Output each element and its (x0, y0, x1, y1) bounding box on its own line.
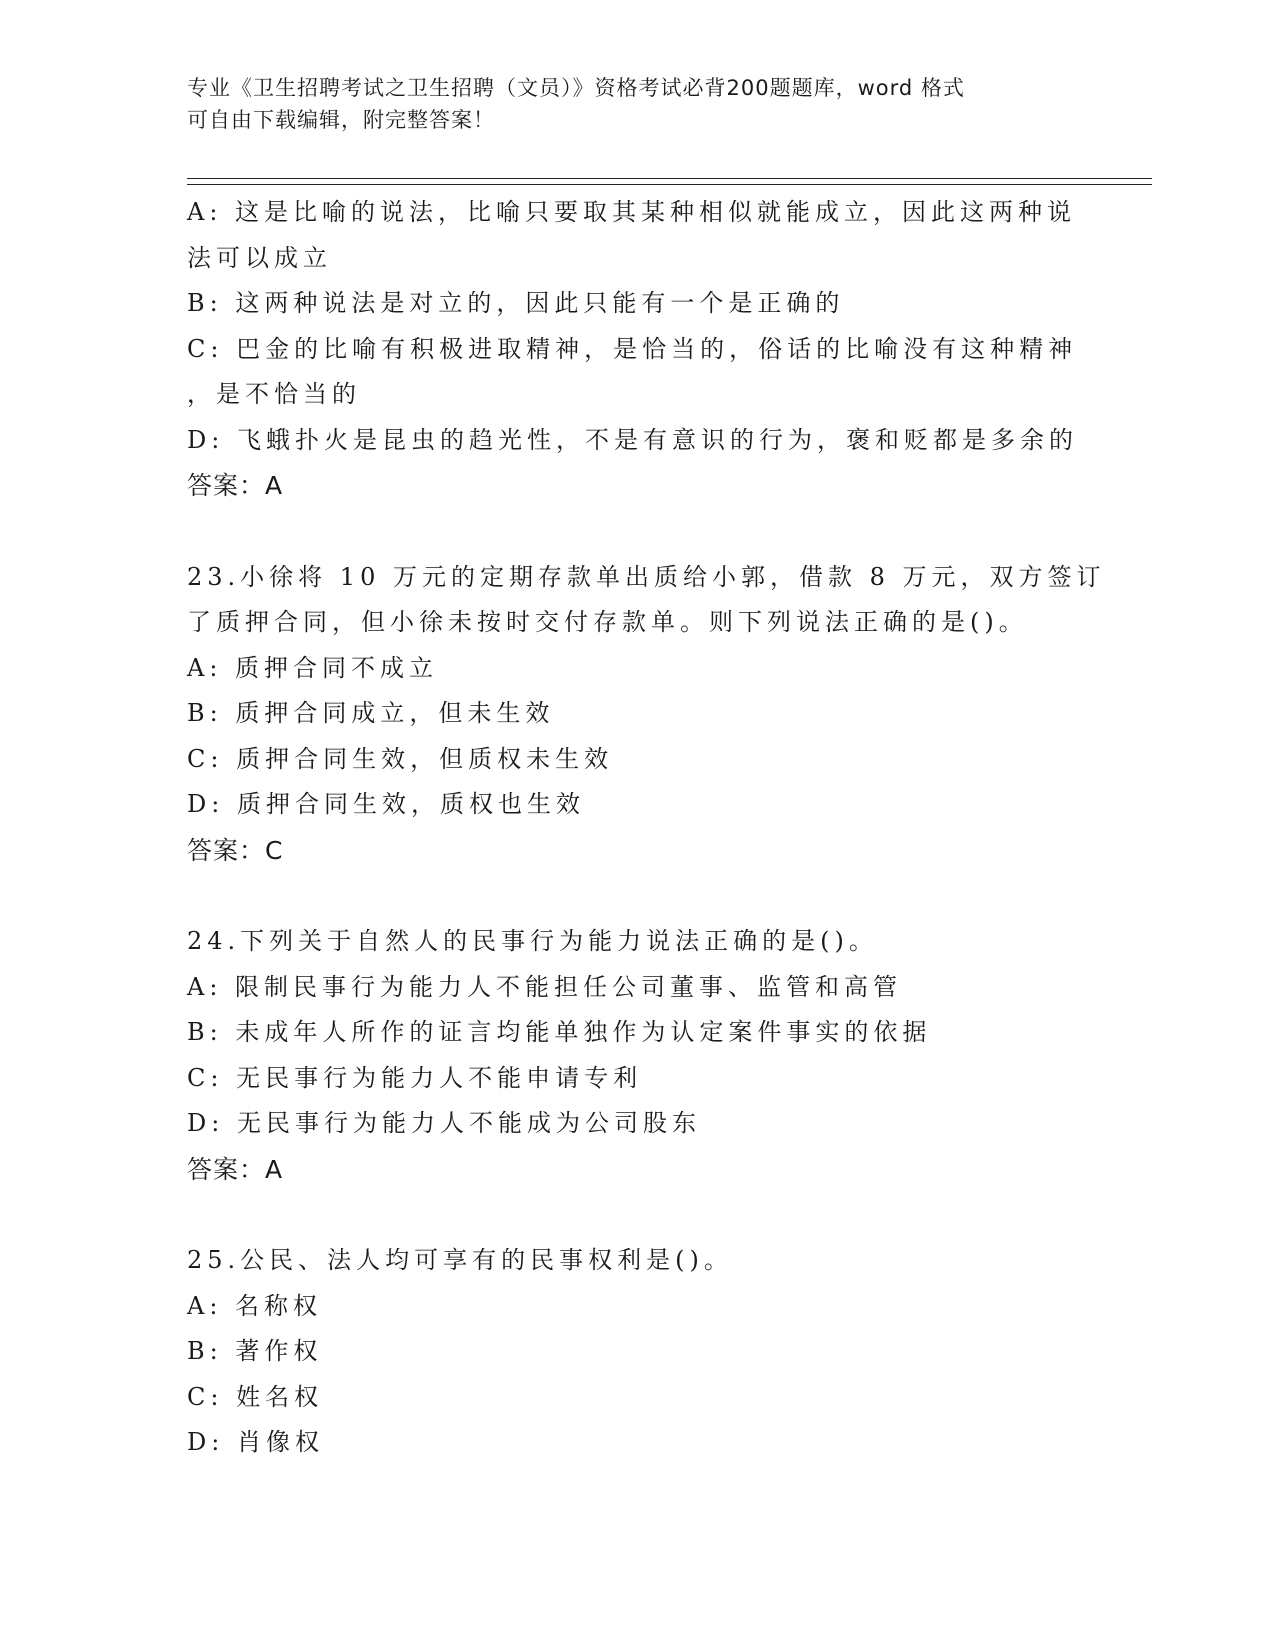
option-d: D: 肖像权 (187, 1428, 324, 1456)
question-stem: 25.公民、法人均可享有的民事权利是()。 (187, 1246, 733, 1274)
header-line-2: 可自由下载编辑，附完整答案！ (187, 108, 495, 132)
question-stem-line-1: 23.小徐将 10 万元的定期存款单出质给小郭，借款 8 万元，双方签订 (187, 562, 1106, 591)
spacer (187, 509, 1087, 555)
spacer (187, 1192, 1087, 1238)
option-b: B: 质押合同成立，但未生效 (187, 699, 555, 727)
question-23 (187, 555, 1106, 874)
option-b: B: 这两种说法是对立的，因此只能有一个是正确的 (187, 289, 845, 317)
header-divider-bottom (187, 184, 1152, 185)
question-25 (187, 1238, 1087, 1466)
question-stem: 24.下列关于自然人的民事行为能力说法正确的是()。 (187, 927, 878, 955)
header-line-1: 专业《卫生招聘考试之卫生招聘（文员）》资格考试必背200题题库，word 格式 (187, 76, 965, 100)
document-header (187, 72, 1087, 136)
question-22 (187, 190, 1087, 509)
question-content (187, 190, 1106, 1466)
option-a: A: 质押合同不成立 (187, 653, 439, 682)
option-a-line-2: 法可以成立 (187, 243, 332, 272)
option-a: A: 限制民事行为能力人不能担任公司董事、监管和高管 (187, 972, 903, 1001)
option-c: C: 无民事行为能力人不能申请专利 (187, 1063, 643, 1092)
option-d: D: 飞蛾扑火是昆虫的趋光性，不是有意识的行为，褒和贬都是多余的 (187, 425, 1078, 454)
option-b: B: 未成年人所作的证言均能单独作为认定案件事实的依据 (187, 1018, 932, 1046)
option-d: D: 质押合同生效，质权也生效 (187, 790, 585, 818)
option-a: A: 名称权 (187, 1291, 323, 1320)
option-c-line-1: C: 巴金的比喻有积极进取精神，是恰当的，俗话的比喻没有这种精神 (187, 334, 1078, 363)
option-c: C: 姓名权 (187, 1382, 324, 1411)
option-c: C: 质押合同生效，但质权未生效 (187, 744, 614, 773)
spacer (187, 873, 1087, 919)
option-a-line-1: A: 这是比喻的说法，比喻只要取其某种相似就能成立，因此这两种说 (187, 198, 1077, 226)
option-b: B: 著作权 (187, 1337, 323, 1365)
header-divider-top (187, 178, 1152, 179)
option-c-line-2: ，是不恰当的 (187, 380, 361, 408)
answer: 答案：A (187, 1154, 284, 1184)
question-stem-line-2: 了质押合同，但小徐未按时交付存款单。则下列说法正确的是()。 (187, 608, 1028, 636)
answer: 答案：C (187, 835, 284, 865)
question-24 (187, 919, 1087, 1192)
option-d: D: 无民事行为能力人不能成为公司股东 (187, 1109, 701, 1137)
answer: 答案：A (187, 471, 284, 500)
